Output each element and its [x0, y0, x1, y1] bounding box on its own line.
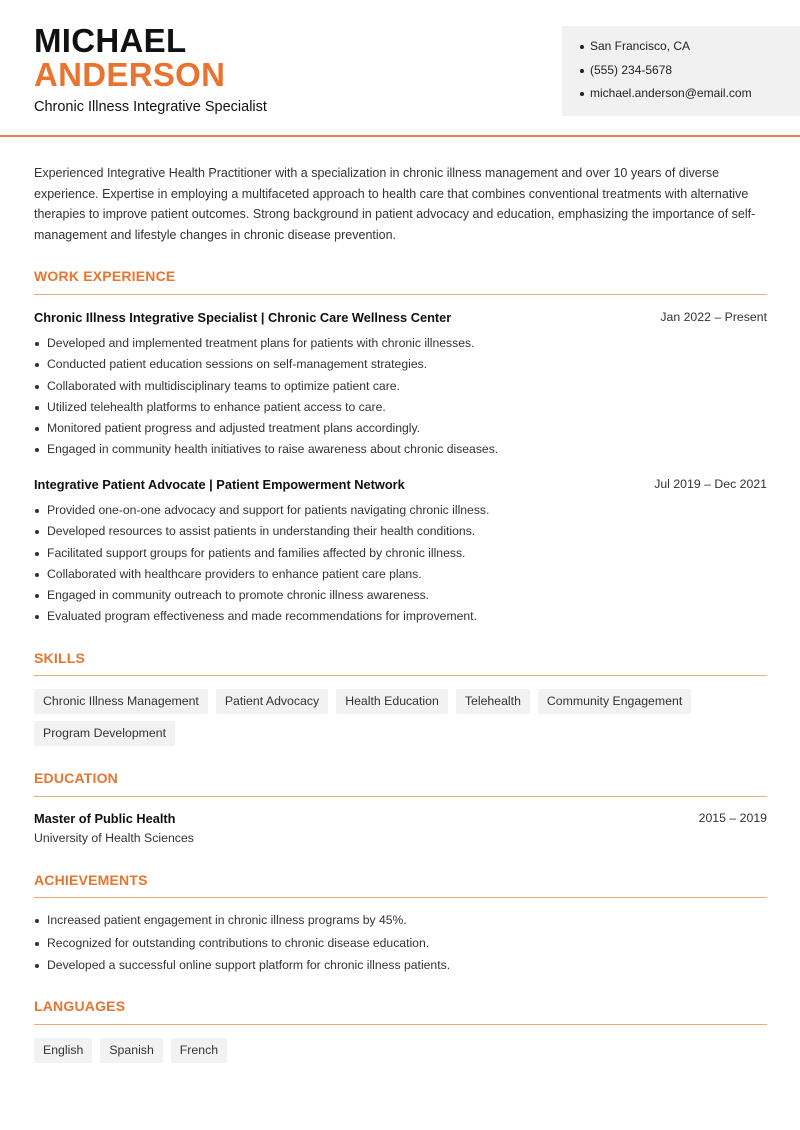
skill-tag: Community Engagement — [538, 689, 691, 714]
language-tags — [34, 1038, 774, 1070]
list-item: Developed and implemented treatment plans for patients with chronic illnesses. — [34, 335, 767, 356]
summary-paragraph: Experienced Integrative Health Practitioner with a specialization in chronic illness management and over 10 years of diverse experience. Expertise in employing a multifaceted approach to health care that combines conventional treatments with alternative therapies to improve patient outcomes. Strong background in patient advocacy and education, emphasizing the importance of self-management and lifestyle changes in chronic disease prevention. — [34, 166, 756, 242]
list-item: Utilized telehealth platforms to enhance patient access to care. — [34, 399, 767, 420]
job-role: Chronic Illness Integrative Specialist | Chronic Care Wellness Center — [34, 310, 452, 325]
education-school: University of Health Sciences — [34, 831, 194, 845]
list-item: Facilitated support groups for patients and families affected by chronic illness. — [34, 545, 767, 566]
skill-tag: Health Education — [336, 689, 448, 714]
job-dates: Jan 2022 – Present — [660, 310, 767, 324]
education-dates: 2015 – 2019 — [698, 811, 767, 825]
language-tag: English — [34, 1038, 92, 1063]
last-name: ANDERSON — [34, 56, 226, 93]
list-item: Monitored patient progress and adjusted treatment plans accordingly. — [34, 420, 767, 441]
list-item: Developed a successful online support platform for chronic illness patients. — [34, 957, 767, 980]
list-item: Provided one-on-one advocacy and support for patients navigating chronic illness. — [34, 502, 767, 523]
section-title-work: WORK EXPERIENCE — [34, 268, 176, 284]
section-divider — [34, 1024, 767, 1025]
job-title: Chronic Illness Integrative Specialist — [34, 99, 267, 115]
first-name: MICHAEL — [34, 22, 187, 59]
contact-box — [562, 26, 800, 116]
list-item: Engaged in community health initiatives to raise awareness about chronic diseases. — [34, 441, 767, 462]
section-title-skills: SKILLS — [34, 650, 85, 666]
language-tag: French — [171, 1038, 227, 1063]
resume-header — [0, 0, 800, 137]
skill-tag: Telehealth — [456, 689, 530, 714]
contact-email: michael.anderson@email.com — [580, 85, 800, 109]
section-divider — [34, 294, 767, 295]
section-title-languages: LANGUAGES — [34, 998, 126, 1014]
section-title-education: EDUCATION — [34, 770, 118, 786]
job-dates: Jul 2019 – Dec 2021 — [654, 477, 767, 491]
list-item: Developed resources to assist patients in understanding their health conditions. — [34, 523, 767, 544]
list-item: Increased patient engagement in chronic illness programs by 45%. — [34, 912, 767, 935]
job-bullets — [34, 502, 767, 630]
list-item: Recognized for outstanding contributions to chronic disease education. — [34, 935, 767, 958]
achievements-list — [34, 912, 767, 980]
list-item: Collaborated with healthcare providers to enhance patient care plans. — [34, 566, 767, 587]
skill-tag: Program Development — [34, 721, 175, 746]
contact-phone: (555) 234-5678 — [580, 62, 800, 86]
section-divider — [34, 675, 767, 676]
job-role: Integrative Patient Advocate | Patient Empowerment Network — [34, 477, 405, 492]
skill-tag: Patient Advocacy — [216, 689, 328, 714]
skills-tags — [34, 689, 774, 753]
list-item: Conducted patient education sessions on self-management strategies. — [34, 356, 767, 377]
language-tag: Spanish — [100, 1038, 162, 1063]
list-item: Collaborated with multidisciplinary teams to optimize patient care. — [34, 378, 767, 399]
section-divider — [34, 796, 767, 797]
list-item: Evaluated program effectiveness and made recommendations for improvement. — [34, 608, 767, 629]
list-item: Engaged in community outreach to promote chronic illness awareness. — [34, 587, 767, 608]
contact-location: San Francisco, CA — [580, 38, 800, 62]
section-divider — [34, 897, 767, 898]
job-header — [34, 310, 767, 325]
job-header — [34, 477, 767, 492]
education-degree: Master of Public Health — [34, 811, 176, 826]
section-title-achievements: ACHIEVEMENTS — [34, 872, 148, 888]
job-bullets — [34, 335, 767, 463]
skill-tag: Chronic Illness Management — [34, 689, 208, 714]
